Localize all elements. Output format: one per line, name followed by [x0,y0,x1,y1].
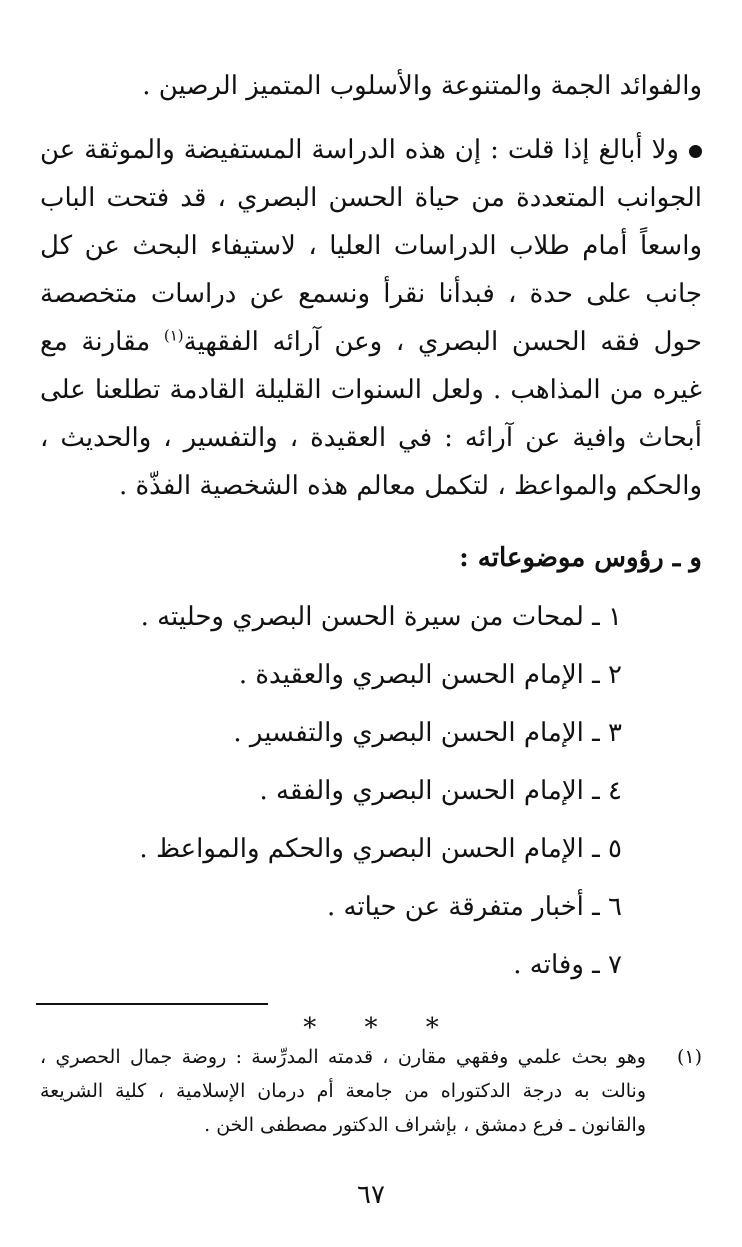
topic-item: ٤ ـ الإمام الحسن البصري والفقه . [259,776,622,806]
footnote-marker: (١) [676,1046,702,1068]
main-text [40,62,702,1060]
paragraph-2-part-2: مقارنة مع غيره من المذاهب . ولعل السنوات القليلة القادمة تطلعنا على أبحاث وافية عن آرائه : في العقيدة ، والتفسير ، والحديث ، والحكم والمواعظ ، لتكمل معالم هذه الشخصية الفذّة . [40,327,702,501]
topic-list [40,588,702,994]
separator-star: * [303,1013,317,1043]
footnote-text: وهو بحث علمي وفقهي مقارن ، قدمته المدرِّسة : روضة جمال الحصري ، ونالت به درجة الدكتوراه من جامعة أم درمان الإسلامية ، كلية الشريعة والقانون ـ فرع دمشق ، بإشراف الدكتور مصطفى الخن . [40,1046,646,1136]
section-heading: و ـ رؤوس موضوعاته : [459,543,702,573]
topic-item: ٥ ـ الإمام الحسن البصري والحكم والمواعظ . [139,834,622,864]
separator-star: * [364,1013,378,1043]
topic-item: ١ ـ لمحات من سيرة الحسن البصري وحليته . [140,602,622,632]
paragraph-2 [40,126,702,510]
topic-item: ٣ ـ الإمام الحسن البصري والتفسير . [233,718,622,748]
separator-star: * [425,1013,439,1043]
footnote [40,1040,702,1142]
footnote-reference[interactable]: (١) [163,326,184,345]
topic-item: ٧ ـ وفاته . [513,950,622,980]
page-number: ٦٧ [357,1180,385,1210]
topic-item: ٢ ـ الإمام الحسن البصري والعقيدة . [238,660,622,690]
bullet-icon [689,145,702,158]
topic-item: ٦ ـ أخبار متفرقة عن حياته . [326,892,622,922]
paragraph-1: والفوائد الجمة والمتنوعة والأسلوب المتميز الرصين . [142,71,702,101]
footnote-divider [36,1003,268,1005]
paragraph-2-part-1: ولا أبالغ إذا قلت : إن هذه الدراسة المستفيضة والموثقة عن الجوانب المتعددة من حياة الحسن البصري ، قد فتحت الباب واسعاً أمام طلاب الدراسات العليا ، لاستيفاء البحث عن كل جانب على حدة ، فبدأنا نقرأ ونسمع عن دراسات متخصصة حول فقه الحسن البصري ، وعن آرائه الفقهية [40,135,703,357]
